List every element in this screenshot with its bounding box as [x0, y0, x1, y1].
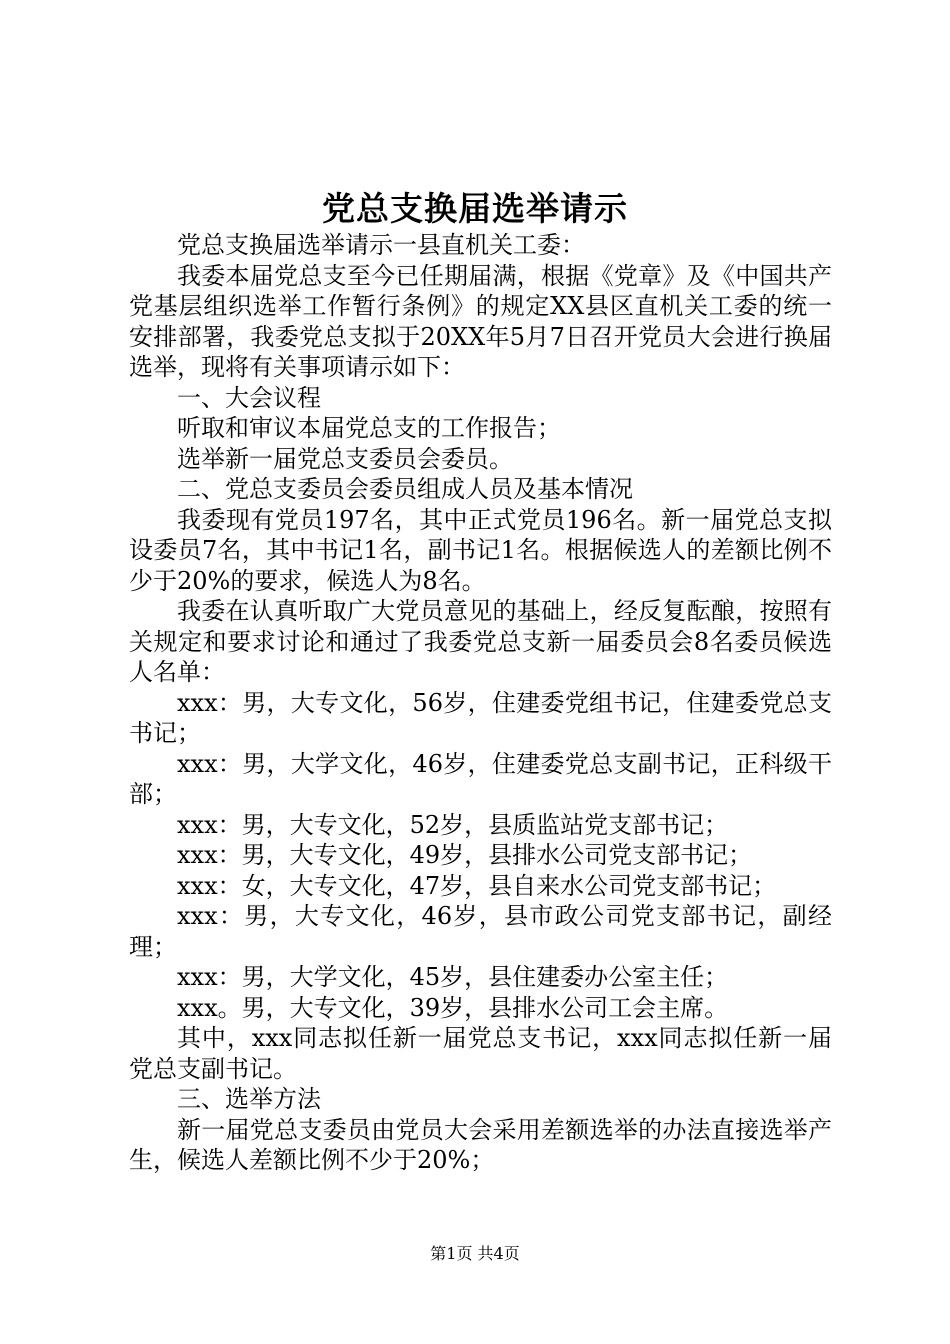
document-body: [129, 230, 832, 1176]
body-paragraph: 其中，xxx同志拟任新一届党总支书记，xxx同志拟任新一届党总支副书记。: [129, 1024, 832, 1083]
body-paragraph: 听取和审议本届党总支的工作报告；: [177, 414, 561, 442]
candidate-entry: xxx：男，大专文化，49岁，县排水公司党支部书记；: [177, 841, 753, 869]
body-paragraph: 党总支换届选举请示一县直机关工委：: [177, 231, 585, 259]
candidate-entry: xxx：男，大专文化，46岁，县市政公司党支部书记，副经理；: [129, 902, 832, 961]
body-paragraph: 我委现有党员197名，其中正式党员196名。新一届党总支拟设委员7名，其中书记1名，副书记1名。根据候选人的差额比例不少于20%的要求，候选人为8名。: [129, 505, 832, 595]
section-heading: 三、选举方法: [177, 1085, 321, 1113]
body-paragraph: 我委本届党总支至今已任期届满，根据《党章》及《中国共产党基层组织选举工作暂行条例》的规定XX县区直机关工委的统一安排部署，我委党总支拟于20XX年5月7日召开党员大会进行换届选举，现将有关事项请示如下：: [129, 261, 832, 381]
candidate-entry: xxx：男，大专文化，56岁，住建委党组书记，住建委党总支书记；: [129, 688, 832, 747]
candidate-entry: xxx：男，大学文化，46岁，住建委党总支副书记，正科级干部；: [129, 749, 832, 808]
document-title: 党总支换届选举请示: [322, 189, 628, 228]
candidate-entry: xxx：男，大专文化，52岁，县质监站党支部书记；: [177, 810, 729, 839]
body-paragraph: 选举新一届党总支委员会委员。: [177, 444, 513, 473]
page-number-footer: 第1页 共4页: [430, 1244, 520, 1263]
candidate-entry: xxx。男，大专文化，39岁，县排水公司工会主席。: [177, 993, 729, 1022]
section-heading: 一、大会议程: [177, 383, 321, 412]
section-heading: 二、党总支委员会委员组成人员及基本情况: [177, 475, 633, 503]
candidate-entry: xxx：男，大学文化，45岁，县住建委办公室主任；: [177, 963, 729, 991]
candidate-entry: xxx：女，大专文化，47岁，县自来水公司党支部书记；: [177, 871, 777, 900]
body-paragraph: 我委在认真听取广大党员意见的基础上，经反复酝酿，按照有关规定和要求讨论和通过了我委党总支新一届委员会8名委员候选人名单：: [129, 597, 832, 686]
body-paragraph: 新一届党总支委员由党员大会采用差额选举的办法直接选举产生，候选人差额比例不少于20%；: [129, 1115, 832, 1174]
